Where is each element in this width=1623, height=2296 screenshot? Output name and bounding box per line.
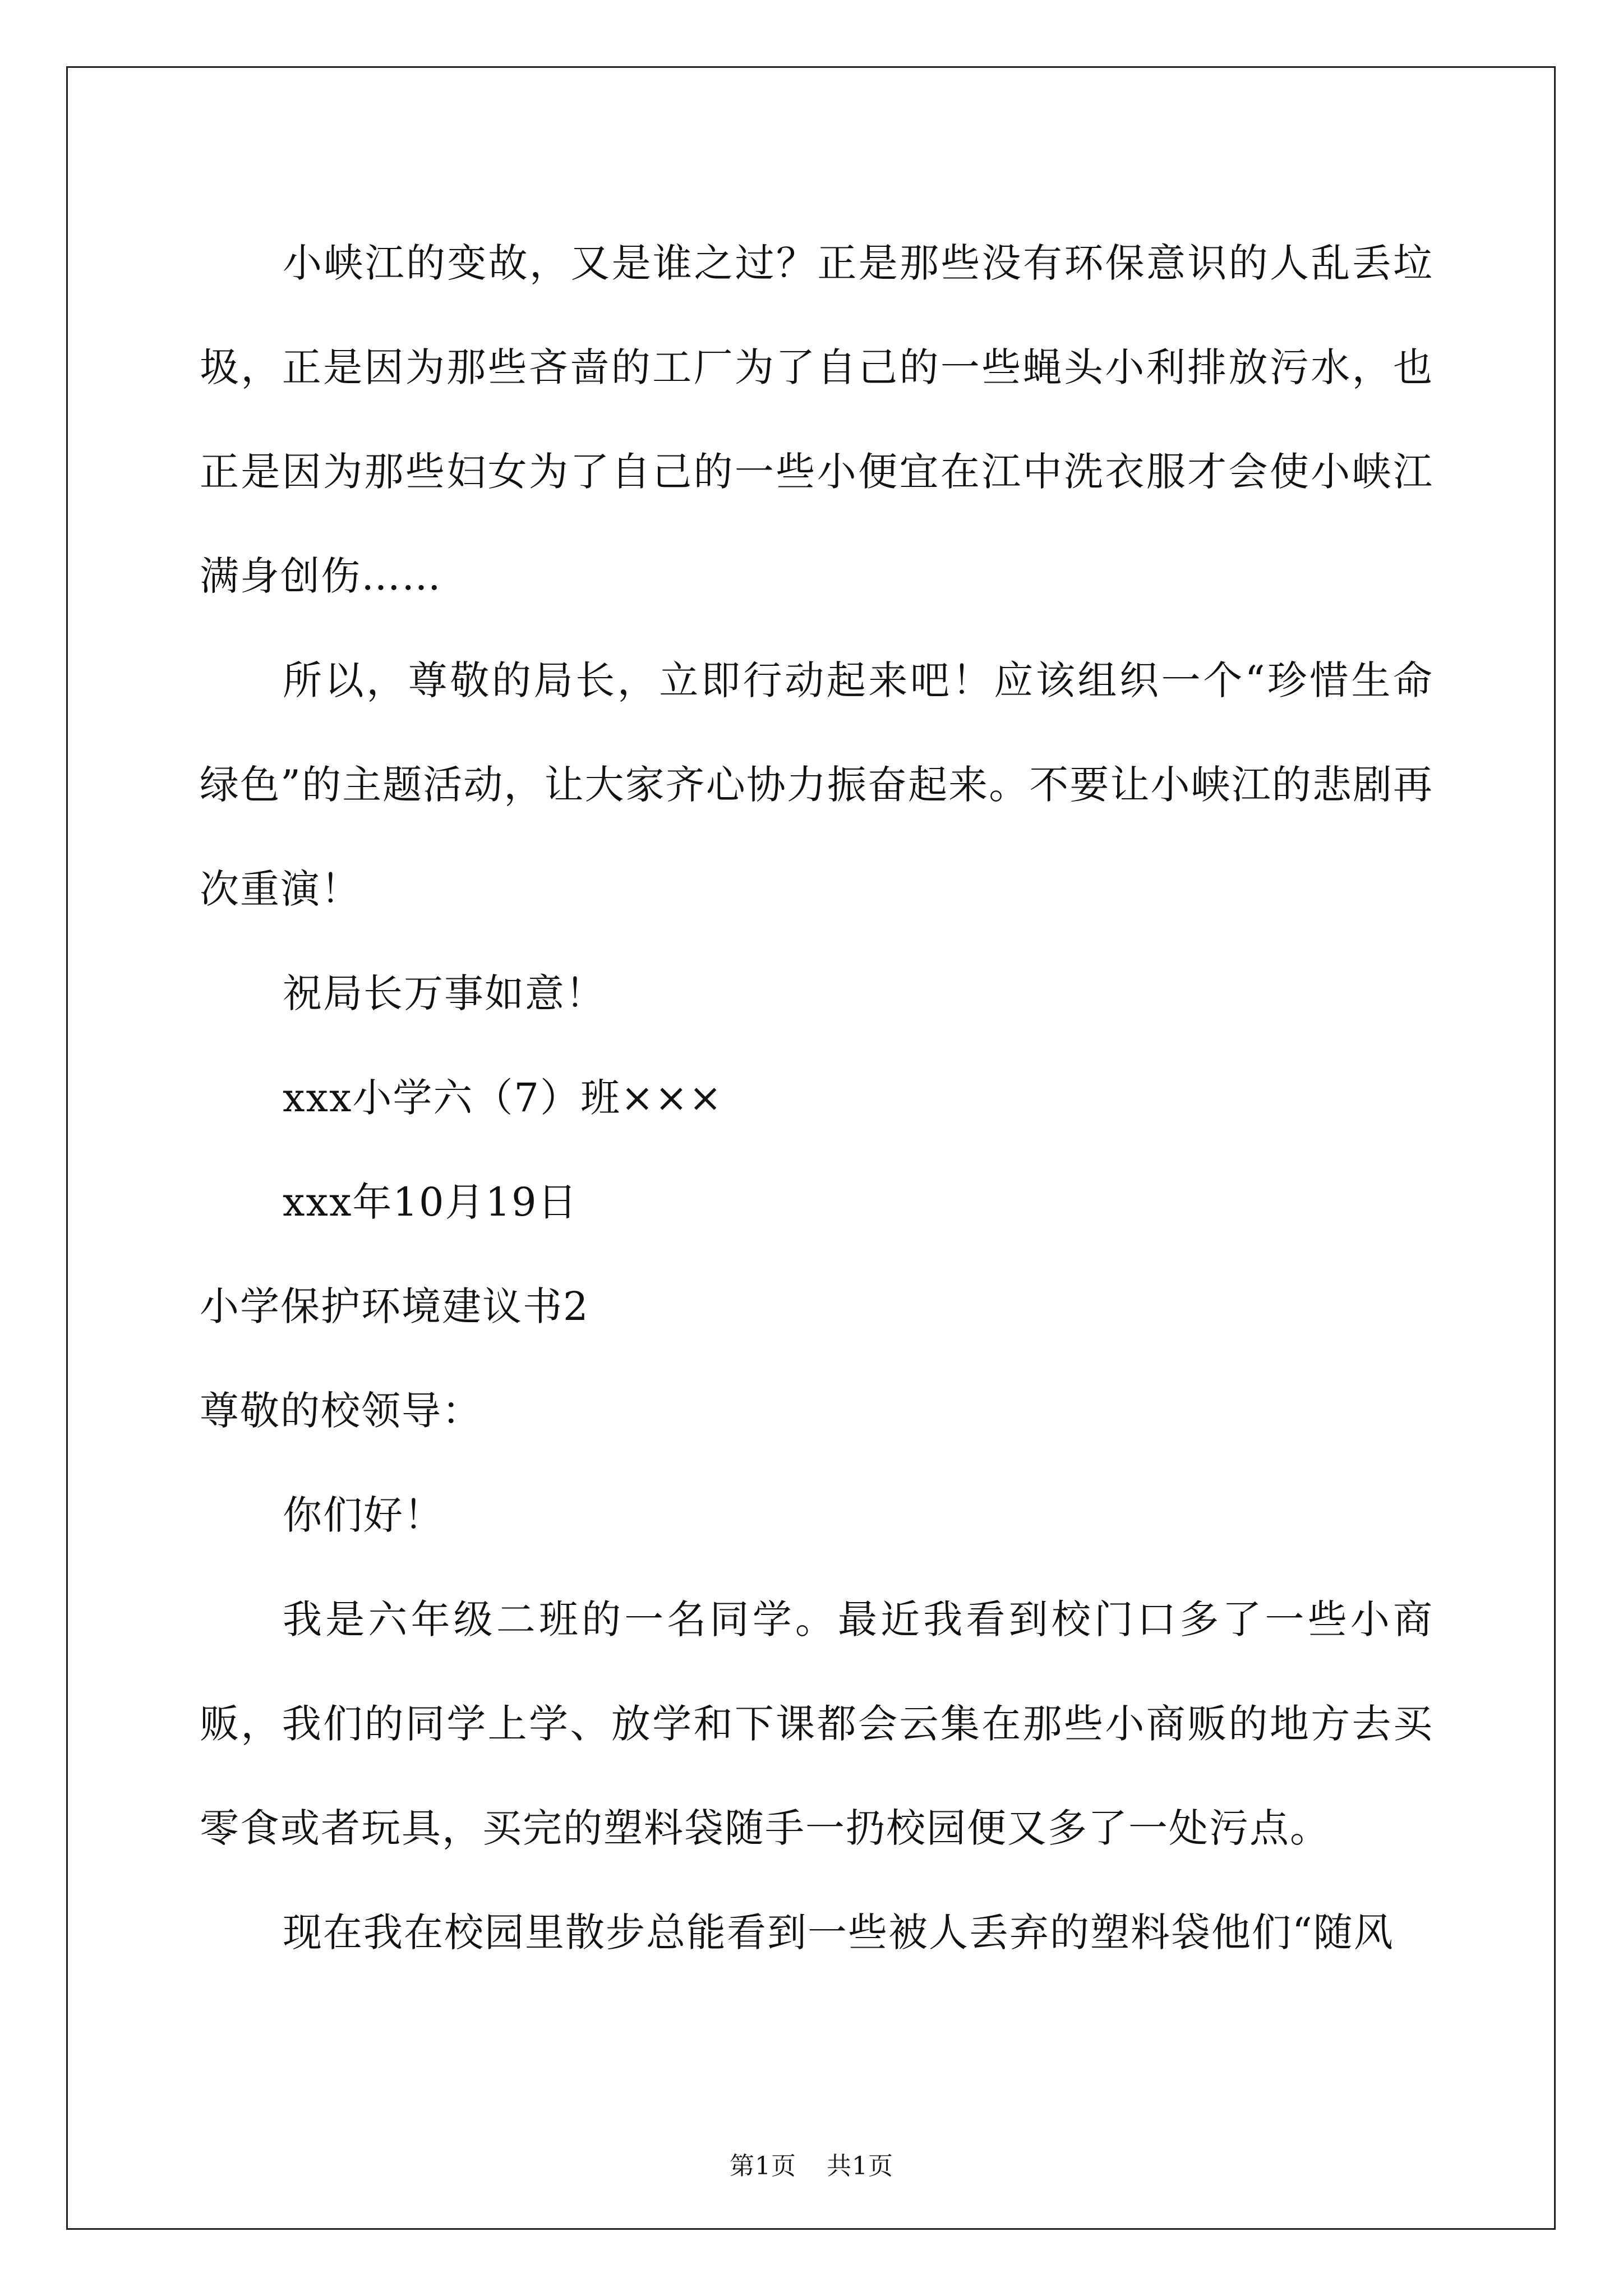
signature-class: xxx小学六（7）班×××	[283, 1075, 723, 1121]
paragraph-vendors: 我是六年级二班的一名同学。最近我看到校门口多了一些小商贩，我们的同学上学、放学和下课都会云集在那些小商贩的地方去买零食或者玩具，买完的塑料袋随手一扔校园便又多了一处污点。	[200, 1596, 1433, 1851]
paragraph-call-to-action: 所以，尊敬的局长，立即行动起来吧！应该组织一个“珍惜生命绿色”的主题活动，让大家齐心协力振奋起来。不要让小峡江的悲剧再次重演！	[200, 657, 1433, 912]
paragraph-wish: 祝局长万事如意！	[283, 970, 606, 1016]
section-title: 小学保护环境建议书2	[200, 1283, 589, 1329]
paragraph-river-damage: 小峡江的变故，又是谁之过？正是那些没有环保意识的人乱丢垃圾，正是因为那些吝啬的工厂为了自己的一些蝇头小利排放污水，也正是因为那些妇女为了自己的一些小便宜在江中洗衣服才会使小峡江满身创伤……	[200, 240, 1433, 599]
document-body	[200, 211, 1433, 1985]
page-total: 共1页	[827, 2152, 893, 2180]
signature-date: xxx年10月19日	[283, 1179, 578, 1225]
page-footer	[0, 2150, 1623, 2183]
salutation: 尊敬的校领导：	[200, 1388, 482, 1434]
greeting: 你们好！	[283, 1492, 444, 1538]
page-number: 第1页	[730, 2152, 796, 2180]
paragraph-plastic-bags: 现在我在校园里散步总能看到一些被人丢弃的塑料袋他们“随风	[283, 1910, 1394, 1955]
